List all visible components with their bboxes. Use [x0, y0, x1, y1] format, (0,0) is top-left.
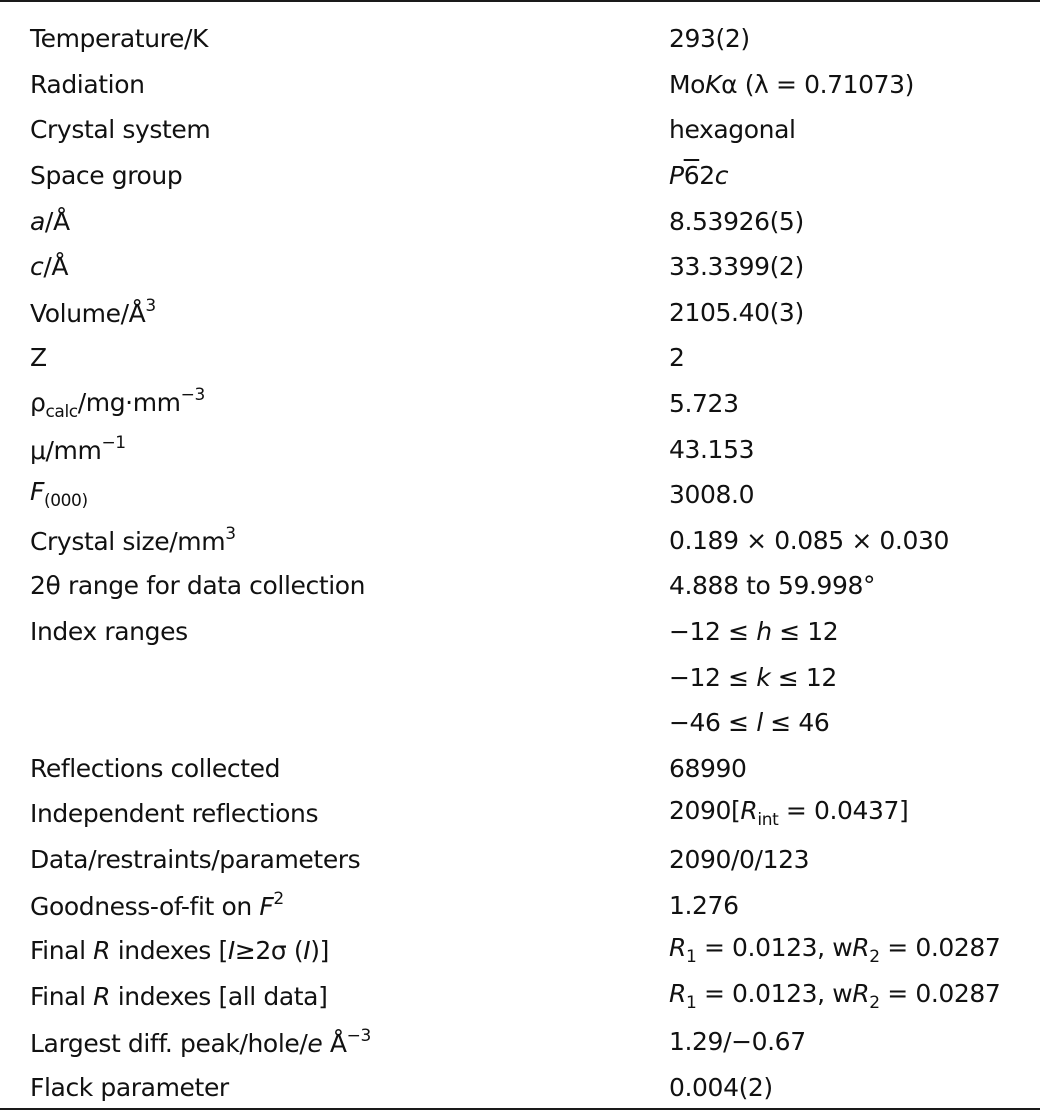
- row-value: $R_1 = 0.0123$, $wR_2 = 0.0287$: [669, 933, 1001, 968]
- row-label: Temperature/K: [30, 24, 208, 54]
- table-row: [0, 746, 1040, 792]
- row-label: Z: [30, 343, 47, 373]
- row-label: [0, 654, 669, 700]
- row-value: 2105.40(3): [669, 297, 804, 327]
- table-row: [0, 426, 1040, 472]
- row-value: 33.3399(2): [669, 252, 804, 282]
- table-bottom-rule: [0, 1108, 1040, 1110]
- row-label: Space group: [30, 161, 183, 191]
- table-top-rule: [0, 0, 1040, 2]
- row-label: c/Å: [30, 252, 69, 282]
- row-label: Reflections collected: [30, 753, 281, 783]
- crystal-data-table: [0, 16, 1040, 1110]
- row-label: Data/restraints/parameters: [30, 844, 361, 874]
- table-row: [0, 16, 1040, 62]
- row-value: 8.53926(5): [669, 206, 804, 236]
- row-label: Crystal size/$mm^3$: [30, 524, 236, 557]
- row-value: −46 ≤ l ≤ 46: [669, 708, 830, 738]
- table-row: [0, 244, 1040, 290]
- table-row: [0, 335, 1040, 381]
- row-label: Index ranges: [30, 617, 188, 647]
- row-value: 0.004(2): [669, 1072, 773, 1102]
- row-value: −12 ≤ h ≤ 12: [669, 617, 839, 647]
- table-row: [0, 882, 1040, 928]
- row-label: 2θ range for data collection: [30, 571, 366, 601]
- table-row: [0, 928, 1040, 974]
- row-label: [0, 700, 669, 746]
- row-value: 3008.0: [669, 480, 755, 510]
- table-row: [0, 654, 1040, 700]
- table-row: [0, 107, 1040, 153]
- row-value: MoKα (λ = 0.71073): [669, 69, 915, 99]
- row-label: $\rho_{calc}/mg\cdot mm^{-3}$: [30, 384, 205, 422]
- row-label: Largest diff. peak/hole/e $Å^{-3}$: [30, 1025, 371, 1058]
- table-row: [0, 1019, 1040, 1065]
- row-value: 0.189 × 0.085 × 0.030: [669, 525, 949, 555]
- row-value: 5.723: [669, 389, 739, 419]
- row-value: hexagonal: [669, 115, 796, 145]
- row-value: $2090[R_{int} = 0.0437]$: [669, 796, 909, 831]
- row-label: Radiation: [30, 69, 145, 99]
- table-row: [0, 290, 1040, 336]
- table-row: [0, 609, 1040, 655]
- row-value: 4.888 to 59.998°: [669, 571, 876, 601]
- table-row: [0, 837, 1040, 883]
- row-label: Crystal system: [30, 115, 211, 145]
- table-row: [0, 1065, 1040, 1111]
- table-row: [0, 791, 1040, 837]
- row-label: a/Å: [30, 206, 70, 236]
- row-label: Final R indexes [all data]: [30, 981, 328, 1011]
- table-row: [0, 62, 1040, 108]
- table-row: [0, 700, 1040, 746]
- row-label: Flack parameter: [30, 1072, 229, 1102]
- table-row: [0, 153, 1040, 199]
- table-row: [0, 518, 1040, 564]
- row-value: 1.276: [669, 890, 739, 920]
- row-value: 2: [669, 343, 685, 373]
- row-label: $\mu/mm^{-1}$: [30, 433, 126, 466]
- row-value: 68990: [669, 753, 747, 783]
- table-row: [0, 472, 1040, 518]
- row-label: $F_{(000)}$: [30, 477, 88, 512]
- table-row: [0, 973, 1040, 1019]
- row-value: 2090/0/123: [669, 844, 810, 874]
- row-label: Independent reflections: [30, 799, 319, 829]
- table-row: [0, 381, 1040, 427]
- table-row: [0, 198, 1040, 244]
- table-row: [0, 563, 1040, 609]
- row-value: 1.29/−0.67: [669, 1027, 806, 1057]
- row-label: Final R indexes [I≥2σ (I)]: [30, 936, 329, 966]
- row-value: 43.153: [669, 434, 755, 464]
- row-label: Volume/$Å^3$: [30, 296, 156, 329]
- row-value: −12 ≤ k ≤ 12: [669, 662, 837, 692]
- row-label: Goodness-of-fit on $F^2$: [30, 889, 284, 922]
- row-value: P62c: [669, 161, 729, 191]
- row-value: 293(2): [669, 24, 750, 54]
- row-value: $R_1 = 0.0123$, $wR_2 = 0.0287$: [669, 978, 1001, 1013]
